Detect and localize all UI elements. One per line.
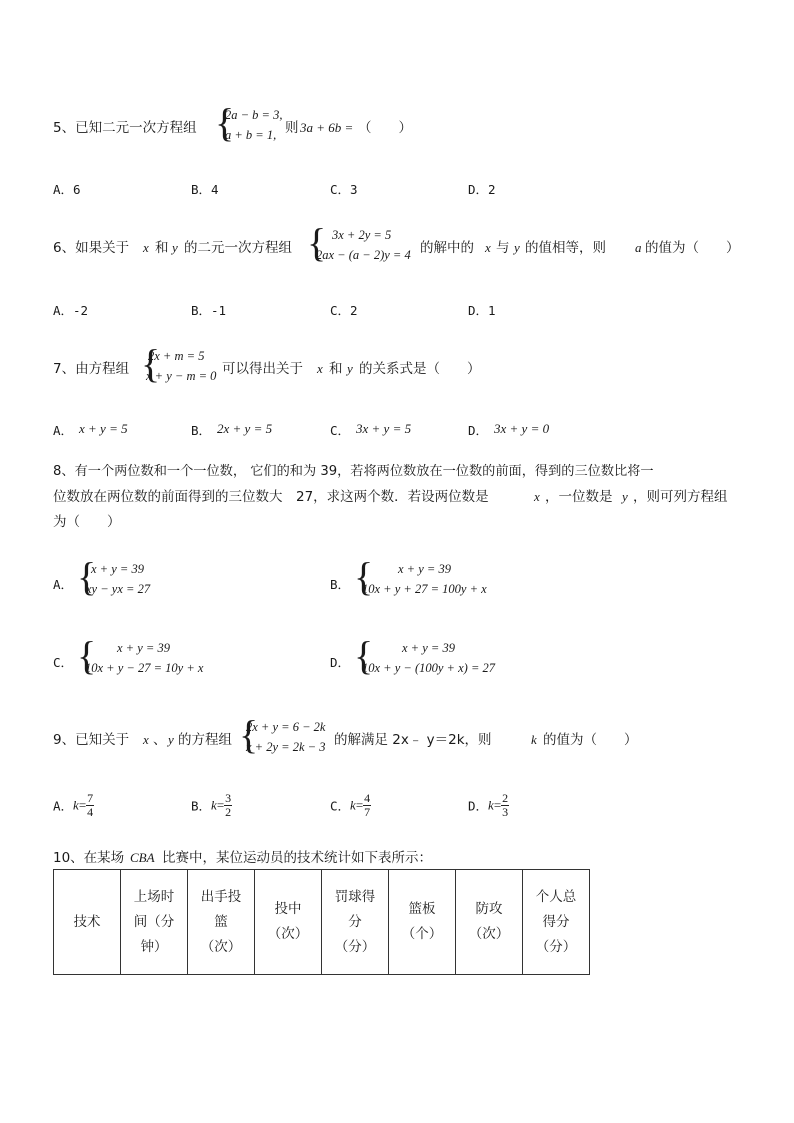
q7-mid: 可以得出关于 bbox=[222, 361, 303, 377]
q7-option-b-letter: B． bbox=[191, 423, 212, 438]
q7-option-a-letter: A． bbox=[53, 423, 74, 438]
q7-equation-system bbox=[141, 341, 221, 389]
q6-eq1: 3x + 2y = 5 bbox=[332, 228, 392, 242]
q9-option-c-den: 7 bbox=[364, 805, 371, 819]
q9-option-c[interactable] bbox=[330, 792, 371, 819]
q5-suffix-b: （ ） bbox=[358, 120, 412, 136]
q9-prefix: 9、已知关于 bbox=[53, 732, 130, 748]
q7-option-a-expr: x + y = 5 bbox=[79, 421, 128, 436]
q8-var-x: x bbox=[534, 489, 540, 504]
header-line: 钟） bbox=[140, 938, 168, 955]
q8-line-1: 8、有一个两位数和一个一位数， 它们的和为 39，若将两位数放在一位数的前面，得到的三位数比将一 bbox=[53, 464, 654, 479]
q5-option-c[interactable]: C．3 bbox=[330, 182, 358, 197]
q8-option-b-brace: { bbox=[354, 554, 374, 599]
q9-option-a-letter: A． bbox=[53, 798, 74, 814]
q9-option-a-var: k bbox=[73, 797, 79, 813]
q6-eq2: 2ax − (a − 2)y = 4 bbox=[316, 248, 411, 262]
q6-end: 的值为（ ） bbox=[645, 240, 740, 256]
header-cell-rebounds bbox=[389, 870, 456, 975]
q8-option-d-brace: { bbox=[354, 633, 374, 678]
q8-option-d-letter: D． bbox=[330, 655, 351, 670]
q10-prefix: 10、在某场 bbox=[53, 850, 125, 866]
q8-option-b-system bbox=[354, 554, 504, 602]
q6-var-x: x bbox=[143, 240, 149, 255]
header-line: （次） bbox=[200, 938, 242, 955]
q10-cba: CBA bbox=[130, 850, 155, 865]
q7-option-d-expr: 3x + y = 0 bbox=[494, 421, 550, 436]
q9-option-d-var: k bbox=[488, 797, 494, 813]
q6-after2: 的值相等，则 bbox=[525, 240, 606, 256]
q6-left-brace: { bbox=[307, 220, 327, 265]
q8-line-3: 为（ ） bbox=[53, 514, 121, 530]
header-line: 出手投 bbox=[200, 888, 242, 905]
q7-eq2: x + y − m = 0 bbox=[146, 369, 217, 383]
header-line: （个） bbox=[401, 926, 443, 942]
q9-option-d-fraction bbox=[501, 792, 509, 819]
q7-end: 的关系式是（ ） bbox=[359, 361, 481, 377]
q9-left-brace: { bbox=[239, 712, 259, 757]
q9-option-b[interactable] bbox=[191, 792, 232, 819]
q5-suffix-a: 则 bbox=[285, 120, 299, 136]
q6-and: 和 bbox=[155, 240, 169, 256]
header-line: （分） bbox=[334, 938, 376, 955]
header-cell-playing-time bbox=[121, 870, 188, 975]
header-cell-made bbox=[255, 870, 322, 975]
stats-table bbox=[53, 869, 590, 975]
q9-after: 的解满足 2x﹣ y＝2k，则 bbox=[334, 732, 492, 748]
q9-option-c-eq: = bbox=[355, 797, 364, 813]
q8-option-c-letter: C． bbox=[53, 655, 74, 670]
q7-var-x: x bbox=[317, 361, 323, 376]
q6-var-x2: x bbox=[485, 240, 491, 255]
table-header-row bbox=[54, 870, 590, 975]
q8-option-a-letter: A． bbox=[53, 577, 74, 592]
header-line: 罚球得 bbox=[334, 888, 376, 905]
q7-and: 和 bbox=[329, 361, 343, 377]
q8-option-a-brace: { bbox=[77, 554, 97, 599]
q9-option-c-fraction bbox=[363, 792, 371, 819]
q5-left-brace: { bbox=[215, 100, 235, 145]
q8-option-b-letter: B． bbox=[330, 577, 351, 592]
q7-eq1: 2x + m = 5 bbox=[148, 349, 205, 363]
q9-var-y: y bbox=[168, 732, 174, 747]
q8-option-a-eq1: x + y = 39 bbox=[91, 562, 144, 576]
q9-option-b-eq: = bbox=[216, 797, 225, 813]
header-line: 得分 bbox=[542, 913, 570, 930]
q9-var-x: x bbox=[143, 732, 149, 747]
q5-expression: 3a + 6b = bbox=[300, 120, 354, 135]
q6-after: 的解中的 bbox=[420, 240, 474, 256]
q9-eq1: 2x + y = 6 − 2k bbox=[246, 720, 326, 734]
q9-option-c-var: k bbox=[350, 797, 356, 813]
q9-mid: 的方程组 bbox=[178, 732, 232, 748]
q8-option-b-eq1: x + y = 39 bbox=[398, 562, 451, 576]
q7-var-y: y bbox=[347, 361, 353, 376]
q9-option-b-letter: B． bbox=[191, 798, 212, 814]
q6-option-a[interactable]: A．-2 bbox=[53, 303, 89, 318]
header-line: 分 bbox=[348, 913, 362, 930]
q9-option-c-letter: C． bbox=[330, 798, 351, 814]
q9-end: 的值为（ ） bbox=[543, 732, 638, 748]
q6-option-b[interactable]: B．-1 bbox=[191, 303, 227, 318]
q9-option-a[interactable] bbox=[53, 792, 94, 819]
q6-mid: 的二元一次方程组 bbox=[184, 240, 292, 256]
header-cell-technique bbox=[54, 870, 121, 975]
q9-option-b-den: 2 bbox=[225, 805, 232, 819]
q5-eq1: 2a − b = 3, bbox=[225, 108, 283, 122]
q10-suffix: 比赛中，某位运动员的技术统计如下表所示： bbox=[162, 850, 432, 866]
header-line: 间（分 bbox=[133, 913, 175, 930]
q7-option-c-expr: 3x + y = 5 bbox=[356, 421, 412, 436]
q6-equation-system bbox=[307, 220, 419, 268]
header-cell-shots bbox=[188, 870, 255, 975]
q8-option-a-system bbox=[77, 554, 167, 602]
q9-option-a-eq: = bbox=[78, 797, 87, 813]
q5-eq2: a + b = 1, bbox=[225, 128, 277, 142]
q7-left-brace: { bbox=[141, 341, 161, 386]
q5-prefix: 5、已知二元一次方程组 bbox=[53, 120, 197, 136]
q8-option-d-eq1: x + y = 39 bbox=[402, 641, 455, 655]
q8-option-d-eq2: 10x + y − (100y + x) = 27 bbox=[362, 661, 496, 675]
q6-with: 与 bbox=[496, 240, 510, 256]
header-line: 技术 bbox=[73, 913, 101, 930]
q5-option-a[interactable]: A．6 bbox=[53, 182, 81, 197]
q8-line-2a: 位数放在两位数的前面得到的三位数大 27，求这两个数．若设两位数是 bbox=[53, 489, 489, 505]
q9-sep: 、 bbox=[153, 732, 167, 748]
q9-eq2: x + 2y = 2k − 3 bbox=[246, 740, 326, 754]
q9-equation-system bbox=[239, 712, 334, 760]
q6-var-y: y bbox=[172, 240, 178, 255]
header-cell-defense bbox=[456, 870, 523, 975]
q8-option-d-system bbox=[354, 633, 514, 681]
q8-var-y: y bbox=[622, 489, 628, 504]
header-line: 防攻 bbox=[475, 901, 503, 917]
header-line: 投中 bbox=[274, 901, 302, 917]
header-line: 篮 bbox=[214, 913, 228, 930]
q9-option-b-var: k bbox=[211, 797, 217, 813]
q8-option-c-eq2: 10x + y − 27 = 10y + x bbox=[85, 661, 204, 675]
q7-option-d-letter: D． bbox=[468, 423, 489, 438]
header-line: （次） bbox=[267, 926, 309, 942]
q9-option-d[interactable] bbox=[468, 792, 509, 819]
q8-option-a-eq2: xy − yx = 27 bbox=[86, 582, 151, 596]
q9-option-d-den: 3 bbox=[502, 805, 509, 819]
q6-option-c[interactable]: C．2 bbox=[330, 303, 358, 318]
q9-var-k: k bbox=[531, 732, 537, 747]
header-line: 上场时 bbox=[133, 888, 175, 905]
q7-option-c-letter: C． bbox=[330, 423, 351, 438]
q9-option-d-letter: D． bbox=[468, 798, 489, 814]
q5-option-d[interactable]: D．2 bbox=[468, 182, 496, 197]
q9-option-d-eq: = bbox=[493, 797, 502, 813]
q8-line-2b: ，一位数是 bbox=[545, 489, 613, 505]
q8-option-c-system bbox=[77, 633, 217, 681]
q8-option-b-eq2: 10x + y + 27 = 100y + x bbox=[362, 582, 487, 596]
q9-option-b-fraction bbox=[224, 792, 232, 819]
header-line: （分） bbox=[535, 938, 577, 955]
q8-option-c-eq1: x + y = 39 bbox=[117, 641, 170, 655]
q8-line-2c: ，则可列方程组 bbox=[633, 489, 728, 505]
header-cell-free-throw bbox=[322, 870, 389, 975]
q9-option-d-num: 2 bbox=[502, 791, 509, 805]
q5-equation-system bbox=[215, 100, 285, 148]
q6-var-y2: y bbox=[514, 240, 520, 255]
q8-option-c-brace: { bbox=[77, 633, 97, 678]
q9-option-b-num: 3 bbox=[225, 791, 232, 805]
q9-option-a-num: 7 bbox=[87, 791, 94, 805]
q9-option-c-num: 4 bbox=[364, 791, 371, 805]
header-line: 个人总 bbox=[535, 888, 577, 905]
header-line: 篮板 bbox=[408, 901, 436, 917]
q7-option-b-expr: 2x + y = 5 bbox=[217, 421, 273, 436]
q9-option-a-fraction bbox=[86, 792, 94, 819]
q7-prefix: 7、由方程组 bbox=[53, 361, 130, 377]
q6-var-a: a bbox=[635, 240, 642, 255]
header-line: （次） bbox=[468, 926, 510, 942]
q9-option-a-den: 4 bbox=[87, 805, 94, 819]
q5-option-b[interactable]: B．4 bbox=[191, 182, 219, 197]
header-cell-total-score bbox=[523, 870, 590, 975]
q6-prefix: 6、如果关于 bbox=[53, 240, 130, 256]
q6-option-d[interactable]: D．1 bbox=[468, 303, 496, 318]
